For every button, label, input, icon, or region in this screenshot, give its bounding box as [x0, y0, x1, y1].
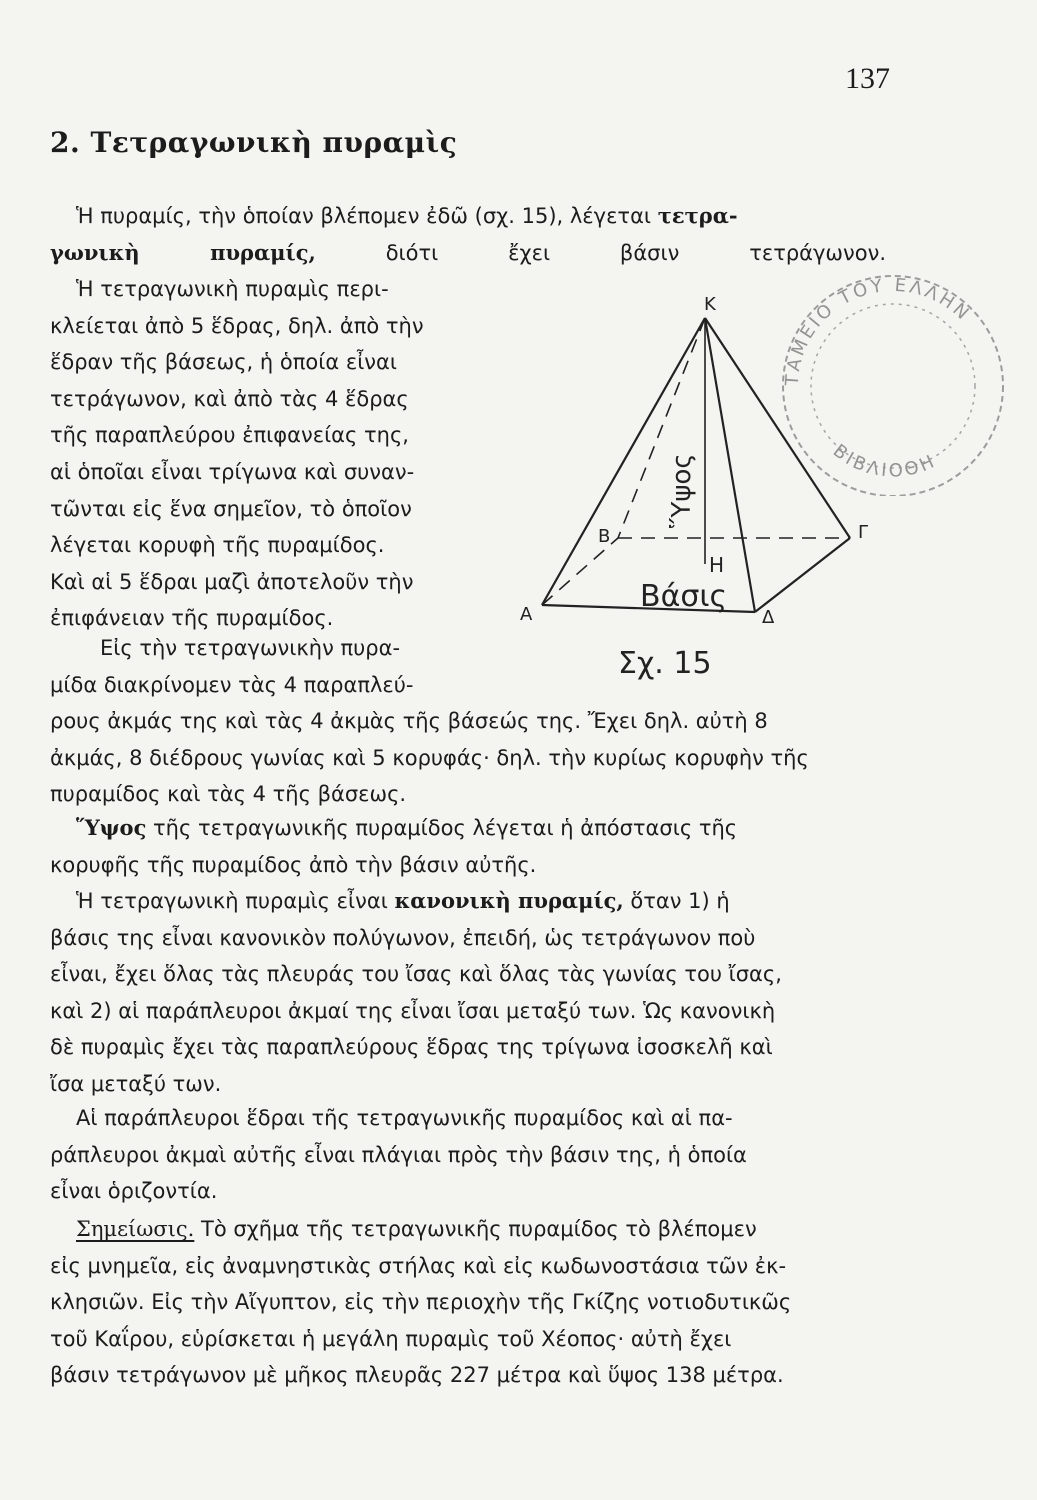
- paragraph-text: ρους ἀκμάς της καὶ τὰς 4 ἀκμὰς τῆς βάσεώς της. Ἔχει δηλ. αὐτὴ 8: [50, 709, 768, 734]
- paragraph-line: τετράγωνον, καὶ ἀπὸ τὰς 4 ἕδρας: [50, 386, 409, 411]
- paragraph-line: ἐπιφάνειαν τῆς πυραμίδος.: [50, 606, 334, 631]
- paragraph-text: ὅταν 1) ἡ: [623, 889, 730, 913]
- paragraph-height: [50, 810, 886, 883]
- paragraph-line: [50, 198, 886, 235]
- stamp-ring-inner: [811, 304, 975, 468]
- base-label: Βάσις: [640, 579, 728, 614]
- paragraph-line: μίδα διακρίνομεν τὰς 4 παραπλεύ-: [50, 672, 414, 697]
- paragraph-line: καὶ 2) αἱ παράπλευροι ἀκμαί της εἶναι ἴσαι μεταξύ των. Ὡς κανονικὴ: [50, 998, 776, 1023]
- paragraph-line: [50, 810, 886, 847]
- paragraph-line: τῆς παραπλεύρου ἐπιφανείας της,: [50, 423, 409, 448]
- section-heading: 2. Τετραγωνικὴ πυραμὶς: [50, 126, 458, 159]
- paragraph-line: Αἱ παράπλευροι ἕδραι τῆς τετραγωνικῆς πυραμίδος καὶ αἱ πα-: [76, 1106, 733, 1130]
- paragraph-line: εἶναι, ἔχει ὅλας τὰς πλευράς του ἴσας καὶ ὅλας τὰς γωνίας του ἴσας,: [50, 962, 782, 987]
- edge-dg: [755, 538, 850, 612]
- paragraph-line: Ἡ τετραγωνικὴ πυραμὶς περι-: [76, 277, 389, 301]
- paragraph-line: εἶναι ὁριζοντία.: [50, 1179, 218, 1204]
- paragraph-line: Εἰς τὴν τετραγωνικὴν πυρα-: [100, 636, 401, 660]
- paragraph-line: ράπλευροι ἀκμαὶ αὐτῆς εἶναι πλάγιαι πρὸς τὴν βάσιν της, ἡ ὁποία: [50, 1142, 747, 1167]
- paragraph-faces: [50, 271, 470, 637]
- paragraph-line: πυραμίδος καὶ τὰς 4 τῆς βάσεως.: [50, 782, 407, 807]
- paragraph-line: κλείεται ἀπὸ 5 ἕδρας, δηλ. ἀπὸ τὴν: [50, 313, 424, 338]
- vertex-label-a: A: [520, 604, 533, 625]
- paragraph-line: [50, 883, 886, 920]
- paragraph-text: τῆς τετραγωνικῆς πυραμίδος λέγεται ἡ ἀπόστασις τῆς: [146, 816, 738, 840]
- paragraph-line: Καὶ αἱ 5 ἕδραι μαζὶ ἀποτελοῦν τὴν: [50, 569, 414, 594]
- paragraph-text: ἀκμάς, 8 διέδρους γωνίας καὶ 5 κορυφάς· δηλ. τὴν κυρίως κορυφὴν τῆς: [50, 745, 809, 770]
- paragraph-line: [50, 740, 886, 777]
- paragraph-line: τοῦ Καΐρου, εὑρίσκεται ἡ μεγάλη πυραμὶς τοῦ Χέοπος· αὐτὴ ἔχει: [50, 1326, 732, 1351]
- paragraph-line: δὲ πυραμὶς ἔχει τὰς παραπλεύρους ἕδρας της τρίγωνα ἰσοσκελῆ καὶ: [50, 1035, 773, 1060]
- note-label: Σημείωσις.: [76, 1217, 195, 1241]
- stamp-text-top: ΤΑΜΕΙΟ ΤΟΥ ΕΛΛΗΝ: [781, 274, 975, 387]
- paragraph-line: αἱ ὁποῖαι εἶναι τρίγωνα καὶ συναν-: [50, 459, 415, 484]
- library-stamp: [748, 246, 1037, 496]
- paragraph-line: τῶνται εἰς ἕνα σημεῖον, τὸ ὁποῖον: [50, 496, 412, 521]
- paragraph-note: [50, 1211, 886, 1394]
- vertex-label-b: B: [598, 526, 611, 547]
- intro-text: Ἡ πυραμίς, τὴν ὁποίαν βλέπομεν ἐδῶ (σχ. 15), λέγεται: [76, 204, 658, 228]
- term-bold: τετρα-: [657, 203, 738, 228]
- edge-ab: [542, 538, 618, 605]
- term-bold: Ὕψος: [76, 815, 147, 840]
- paragraph-regular: [50, 883, 886, 1103]
- paragraph-line: [50, 1211, 886, 1248]
- paragraph-line: λέγεται κορυφὴ τῆς πυραμίδος.: [50, 533, 385, 558]
- intro-text: διότι ἔχει βάσιν τετράγωνον.: [315, 240, 887, 265]
- foot-label-h: H: [709, 553, 725, 577]
- stamp-text-bottom: ΒΙΒΛΙΟΘΗ: [828, 440, 941, 482]
- paragraph-line: κορυφῆς τῆς πυραμίδος ἀπὸ τὴν βάσιν αὐτῆς.: [50, 852, 537, 877]
- vertex-label-k: K: [704, 294, 716, 315]
- paragraph-line: κλησιῶν. Εἰς τὴν Αἴγυπτον, εἰς τὴν περιοχὴν τῆς Γκίζης νοτιοδυτικῶς: [50, 1290, 792, 1315]
- paragraph-text: Ἡ τετραγωνικὴ πυραμὶς εἶναι: [76, 889, 395, 913]
- paragraph-oblique: [50, 1100, 886, 1210]
- vertex-label-g: Γ: [858, 522, 869, 543]
- paragraph-line: [50, 703, 886, 740]
- figure-caption: Σχ. 15: [618, 646, 712, 681]
- paragraph-line: ἕδραν τῆς βάσεως, ἡ ὁποία εἶναι: [50, 350, 397, 375]
- paragraph-text: Τὸ σχῆμα τῆς τετραγωνικῆς πυραμίδος τὸ βλέπομεν: [194, 1217, 757, 1241]
- paragraph-line: βάσιν τετράγωνον μὲ μῆκος πλευρᾶς 227 μέτρα καὶ ὕψος 138 μέτρα.: [50, 1363, 784, 1388]
- term-bold: γωνικὴ πυραμίς,: [50, 239, 316, 265]
- paragraph-line: βάσις της εἶναι κανονικὸν πολύγωνον, ἐπειδή, ὡς τετράγωνον ποὺ: [50, 925, 756, 950]
- page-number: 137: [845, 62, 890, 95]
- term-bold: κανονικὴ πυραμίς,: [394, 888, 624, 913]
- vertex-label-d: Δ: [762, 607, 775, 628]
- paragraph-line: εἰς μνημεῖα, εἰς ἀναμνηστικὰς στήλας καὶ εἰς κωδωνοστάσια τῶν ἐκ-: [50, 1253, 787, 1278]
- paragraph-line: ἴσα μεταξύ των.: [50, 1071, 222, 1096]
- height-label: Ὕψος: [667, 453, 697, 528]
